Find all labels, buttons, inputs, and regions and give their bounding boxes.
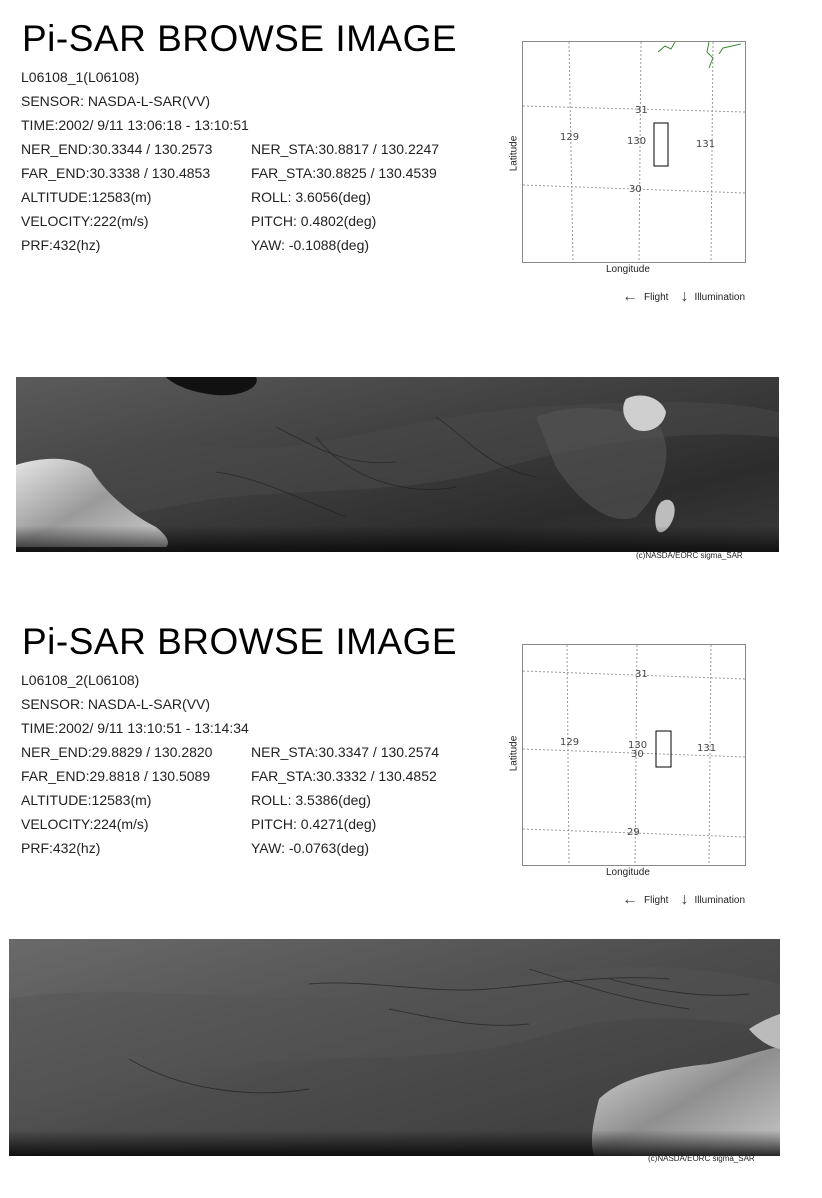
scene-footprint <box>654 123 668 166</box>
scene-id: L06108_2(L06108) <box>21 672 140 688</box>
grid-line-lon-130 <box>639 42 641 262</box>
far-sta: FAR_STA:30.8825 / 130.4539 <box>251 165 437 181</box>
grid-label: 129 <box>560 737 580 748</box>
sar-browse-image <box>9 939 780 1156</box>
grid-label: 130 <box>627 136 647 147</box>
grid-label: 31 <box>635 105 648 116</box>
grid-label: 29 <box>627 827 640 838</box>
time-line: TIME:2002/ 9/11 13:10:51 - 13:14:34 <box>21 720 249 736</box>
time-line: TIME:2002/ 9/11 13:06:18 - 13:10:51 <box>21 117 249 133</box>
altitude: ALTITUDE:12583(m) <box>21 189 152 205</box>
flight-illumination-legend <box>622 288 745 306</box>
ner-sta: NER_STA:30.3347 / 130.2574 <box>251 744 440 760</box>
arrow-down-icon: ↓ <box>680 288 689 305</box>
far-sta: FAR_STA:30.3332 / 130.4852 <box>251 768 437 784</box>
far-end: FAR_END:29.8818 / 130.5089 <box>21 768 211 784</box>
page-title: Pi-SAR BROWSE IMAGE <box>22 621 458 662</box>
pitch: PITCH: 0.4802(deg) <box>251 213 377 229</box>
browse-panel-2 <box>0 603 822 1198</box>
illumination-label: Illumination <box>694 291 746 303</box>
grid-line-lon-131 <box>711 42 713 262</box>
flight-label: Flight <box>644 894 669 906</box>
ner-sta: NER_STA:30.8817 / 130.2247 <box>251 141 440 157</box>
pitch: PITCH: 0.4271(deg) <box>251 816 377 832</box>
yaw: YAW: -0.1088(deg) <box>251 237 370 253</box>
grid-line-lon-129 <box>567 645 569 865</box>
roll: ROLL: 3.6056(deg) <box>251 189 371 205</box>
longitude-axis-label: Longitude <box>606 264 650 275</box>
image-credit: (c)NASDA/EORC sigma_SAR <box>636 551 743 560</box>
sar-browse-image <box>16 377 779 552</box>
image-credit: (c)NASDA/EORC sigma_SAR <box>648 1154 755 1163</box>
sensor-line: SENSOR: NASDA-L-SAR(VV) <box>21 93 211 109</box>
grid-label: 31 <box>635 669 648 680</box>
velocity: VELOCITY:224(m/s) <box>21 816 149 832</box>
illumination-label: Illumination <box>694 894 746 906</box>
page-title: Pi-SAR BROWSE IMAGE <box>22 18 458 59</box>
arrow-down-icon: ↓ <box>680 891 689 908</box>
latitude-axis-label: Latitude <box>508 135 520 172</box>
grid-line-lon-131 <box>709 645 711 865</box>
grid-line-lat-31 <box>523 671 745 679</box>
grid-label: 129 <box>560 132 580 143</box>
longitude-axis-label: Longitude <box>606 867 650 878</box>
ner-end: NER_END:29.8829 / 130.2820 <box>21 744 213 760</box>
arrow-left-icon: ← <box>622 891 638 908</box>
location-map <box>522 41 746 263</box>
grid-label: 131 <box>696 139 716 150</box>
prf: PRF:432(hz) <box>21 237 101 253</box>
grid-label: 30 <box>629 184 642 195</box>
scene-footprint <box>656 731 671 767</box>
flight-label: Flight <box>644 291 669 303</box>
far-end: FAR_END:30.3338 / 130.4853 <box>21 165 211 181</box>
grid-label: 30 <box>631 749 644 760</box>
location-map <box>522 644 746 866</box>
scene-id: L06108_1(L06108) <box>21 69 140 85</box>
sensor-line: SENSOR: NASDA-L-SAR(VV) <box>21 696 211 712</box>
grid-line-lon-129 <box>569 42 573 262</box>
grid-label: 131 <box>697 743 717 754</box>
roll: ROLL: 3.5386(deg) <box>251 792 371 808</box>
browse-panel-1 <box>0 0 822 595</box>
flight-illumination-legend <box>622 891 745 909</box>
grid-line-lat-31 <box>523 106 745 112</box>
grid-label: 130 <box>628 740 648 751</box>
prf: PRF:432(hz) <box>21 840 101 856</box>
yaw: YAW: -0.0763(deg) <box>251 840 370 856</box>
velocity: VELOCITY:222(m/s) <box>21 213 149 229</box>
arrow-left-icon: ← <box>622 288 638 305</box>
altitude: ALTITUDE:12583(m) <box>21 792 152 808</box>
ner-end: NER_END:30.3344 / 130.2573 <box>21 141 213 157</box>
latitude-axis-label: Latitude <box>508 735 520 772</box>
coastline <box>658 42 741 68</box>
